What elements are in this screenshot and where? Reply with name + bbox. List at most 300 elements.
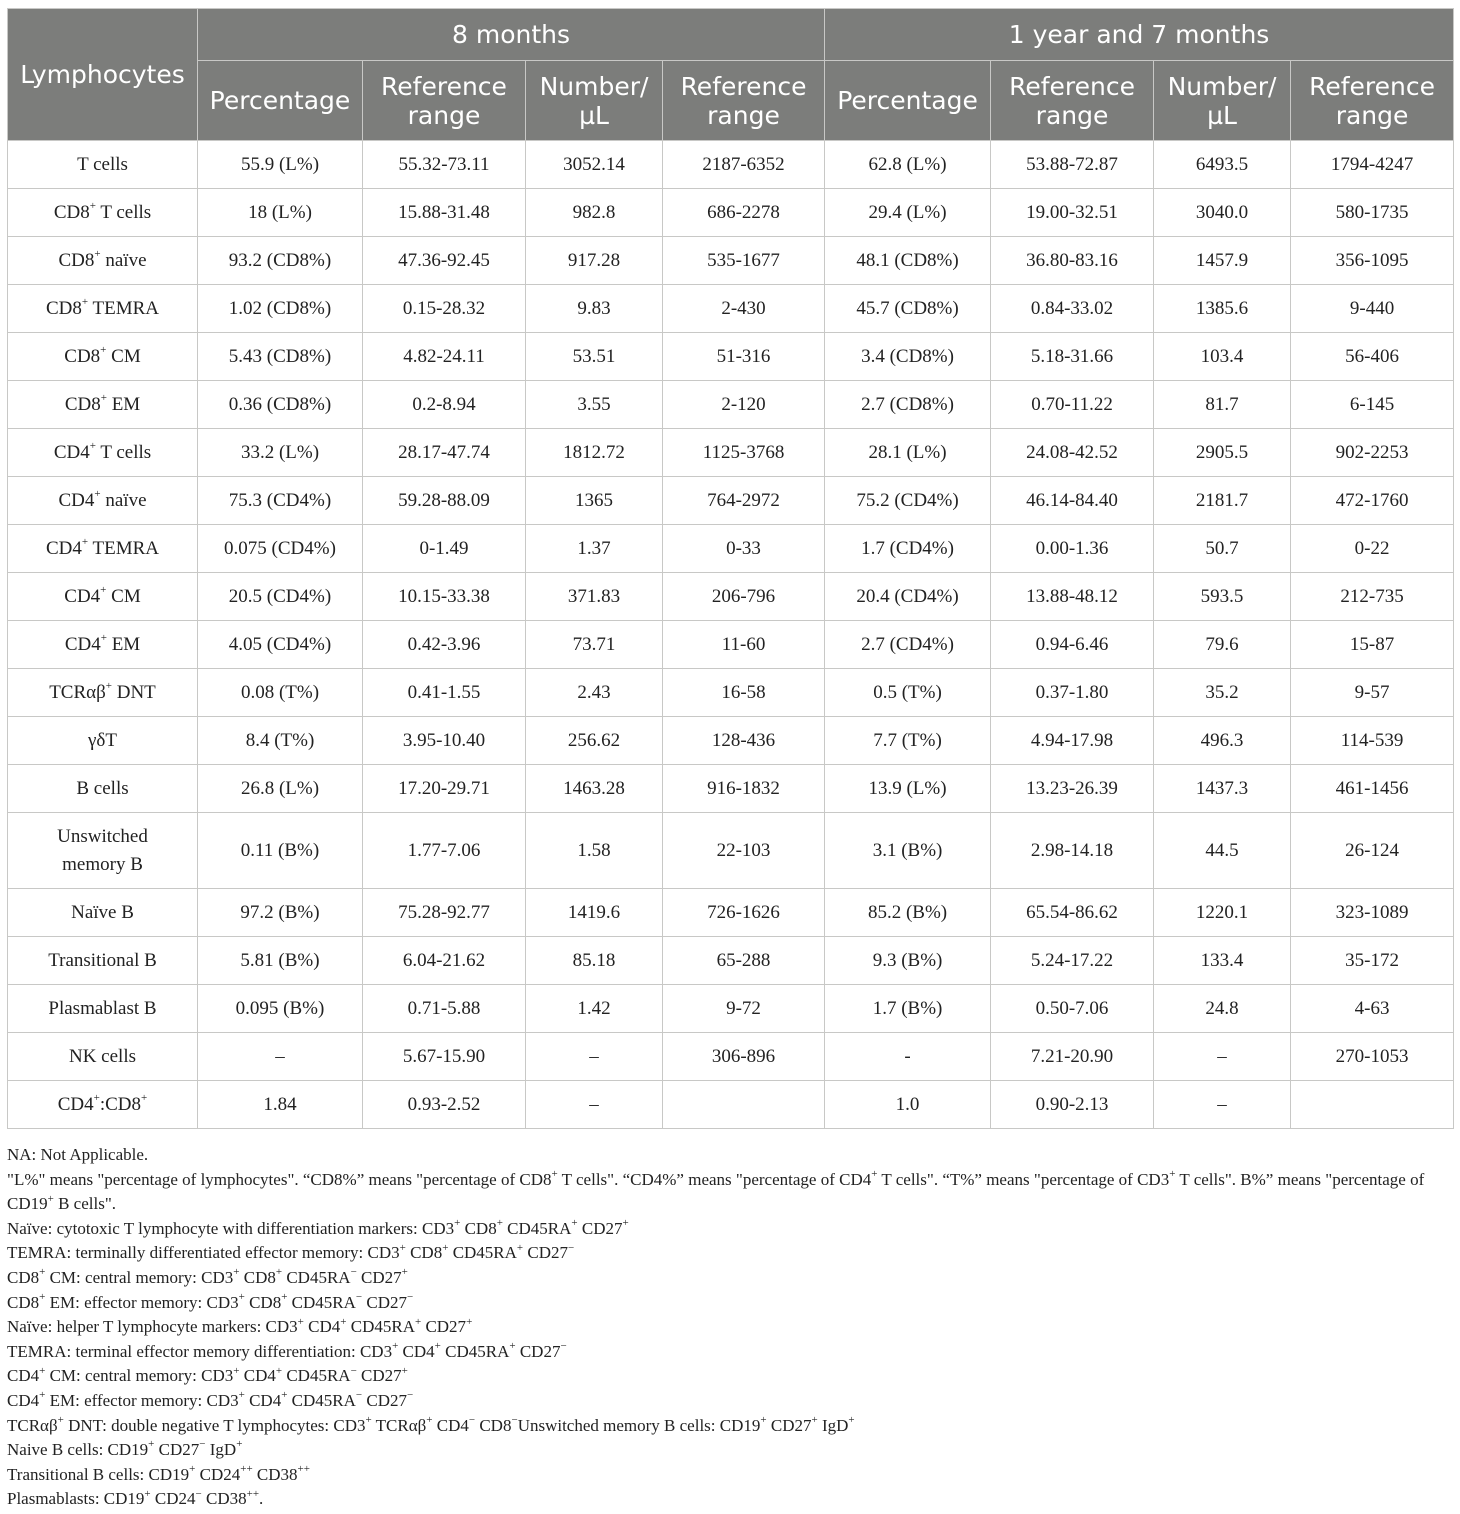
table-cell: 0.15-28.32 — [363, 285, 526, 333]
sub-header-7 — [1291, 61, 1454, 141]
table-cell: 3.1 (B%) — [825, 813, 991, 889]
sub-header-line: Reference — [1009, 71, 1135, 101]
table-cell: 1419.6 — [526, 889, 663, 937]
row-label-text: CD8 — [45, 297, 82, 319]
row-label — [8, 985, 198, 1033]
superscript: + — [392, 1340, 399, 1353]
row-label-text: TCRαβ — [49, 681, 106, 703]
superscript: + — [275, 1266, 283, 1279]
table-cell: 5.43 (CD8%) — [198, 333, 363, 381]
row-label — [8, 1081, 198, 1129]
row-label-text: CM — [106, 345, 141, 367]
footnote-text: CD27 — [515, 1341, 561, 1361]
row-label-text: NK cells — [68, 1045, 136, 1067]
row-label-text: :CD8 — [99, 1093, 142, 1115]
superscript: + — [81, 296, 89, 309]
sub-header-line: µL — [579, 100, 609, 130]
table-cell: 356-1095 — [1291, 237, 1454, 285]
row-label-text: CD4 — [58, 489, 95, 511]
table-cell: 5.18-31.66 — [991, 333, 1154, 381]
table-cell: 128-436 — [663, 717, 825, 765]
footnote-line — [7, 1266, 1453, 1291]
table-cell: 0.08 (T%) — [198, 669, 363, 717]
footnote-text: CM: central memory: CD3 — [45, 1366, 234, 1386]
table-cell: 53.88-72.87 — [991, 141, 1154, 189]
footnote-text: CD45RA — [346, 1317, 415, 1337]
table-row — [8, 1033, 1454, 1081]
footnote-text: CD45RA — [502, 1218, 572, 1238]
table-cell: 29.4 (L%) — [825, 189, 991, 237]
superscript: − — [355, 1290, 363, 1303]
table-body — [8, 141, 1454, 1129]
table-cell: 62.8 (L%) — [825, 141, 991, 189]
row-label-text: CD8 — [53, 201, 90, 223]
table-cell: 2.98-14.18 — [991, 813, 1154, 889]
sub-header-line: Reference — [680, 71, 807, 101]
table-row — [8, 765, 1454, 813]
sub-header-4 — [825, 61, 991, 141]
sub-header-line: Percentage — [209, 86, 351, 115]
sub-header-line: range — [1335, 100, 1409, 130]
table-cell: 13.23-26.39 — [991, 765, 1154, 813]
sub-header-line: Number/ — [1167, 71, 1277, 101]
table-cell: 0-33 — [663, 525, 825, 573]
row-label-text: T cells — [95, 441, 152, 463]
row-label — [8, 813, 198, 889]
table-cell: 65-288 — [663, 937, 825, 985]
table-cell: 33.2 (L%) — [198, 429, 363, 477]
row-label — [8, 621, 198, 669]
table-cell: 371.83 — [526, 573, 663, 621]
group-header-1-year-7-months: 1 year and 7 months — [825, 9, 1454, 61]
table-cell: 902-2253 — [1291, 429, 1454, 477]
table-cell: 0.90-2.13 — [991, 1081, 1154, 1129]
sub-header-line: Reference — [381, 71, 507, 101]
table-cell: 56-406 — [1291, 333, 1454, 381]
superscript: + — [281, 1389, 288, 1402]
table-cell: 270-1053 — [1291, 1033, 1454, 1081]
table-cell: 0.42-3.96 — [363, 621, 526, 669]
table-cell: 1.84 — [198, 1081, 363, 1129]
footnote-line — [7, 1340, 1453, 1365]
table-cell: 13.88-48.12 — [991, 573, 1154, 621]
row-label — [8, 141, 198, 189]
footnote-text: T cells". B%” means "percentage of CD19 — [7, 1169, 1425, 1214]
table-cell: 916-1832 — [663, 765, 825, 813]
footnote-text: CD45RA — [282, 1366, 351, 1386]
row-label-text: T cells — [77, 153, 128, 175]
superscript: − — [407, 1389, 414, 1402]
table-cell: 65.54-86.62 — [991, 889, 1154, 937]
table-row — [8, 889, 1454, 937]
footnote-text: CD45RA — [287, 1390, 356, 1410]
table-cell: 59.28-88.09 — [363, 477, 526, 525]
table-row — [8, 717, 1454, 765]
table-cell: 4.94-17.98 — [991, 717, 1154, 765]
superscript: + — [148, 1438, 155, 1451]
row-label — [8, 669, 198, 717]
table-cell: 1.58 — [526, 813, 663, 889]
footnote-text: Plasmablasts: CD19 — [7, 1489, 145, 1509]
table-cell: 3052.14 — [526, 141, 663, 189]
table-cell: 75.2 (CD4%) — [825, 477, 991, 525]
table-row — [8, 237, 1454, 285]
footnote-text: DNT: double negative T lymphocytes: CD3 — [63, 1415, 366, 1435]
table-cell: – — [1154, 1033, 1291, 1081]
footnote-text: CD4 — [7, 1366, 40, 1386]
sub-header-6 — [1154, 61, 1291, 141]
superscript: − — [355, 1389, 363, 1402]
table-cell: 256.62 — [526, 717, 663, 765]
table-cell: – — [198, 1033, 363, 1081]
superscript: − — [511, 1413, 518, 1426]
table-cell: 85.18 — [526, 937, 663, 985]
table-cell: 0.095 (B%) — [198, 985, 363, 1033]
table-cell: 593.5 — [1154, 573, 1291, 621]
table-cell: 17.20-29.71 — [363, 765, 526, 813]
table-cell: 764-2972 — [663, 477, 825, 525]
footnote-text: CD8 — [405, 1243, 443, 1263]
superscript: + — [94, 488, 101, 501]
footnote-text: EM: effector memory: CD3 — [45, 1390, 239, 1410]
footnote-text: CD45RA — [282, 1267, 351, 1287]
superscript: + — [466, 1315, 473, 1328]
table-cell: 44.5 — [1154, 813, 1291, 889]
table-cell: 15.88-31.48 — [363, 189, 526, 237]
table-cell: 8.4 (T%) — [198, 717, 363, 765]
table-cell: 20.5 (CD4%) — [198, 573, 363, 621]
superscript: + — [414, 1315, 422, 1328]
row-label — [8, 381, 198, 429]
footnote-text: "L%" means "percentage of lymphocytes". “CD8%” means "percentage of CD8 — [7, 1169, 552, 1189]
superscript: + — [57, 1413, 64, 1426]
table-cell: 22-103 — [663, 813, 825, 889]
row-label-text: TEMRA — [88, 537, 160, 559]
table-cell: 2187-6352 — [663, 141, 825, 189]
superscript: + — [871, 1167, 878, 1180]
table-cell: 0-1.49 — [363, 525, 526, 573]
table-cell: 0.84-33.02 — [991, 285, 1154, 333]
row-label — [8, 717, 198, 765]
footnote-text: CD45RA — [440, 1341, 510, 1361]
footnote-text: TEMRA: terminal effector memory differentiation: CD3 — [7, 1341, 393, 1361]
table-cell: 2-430 — [663, 285, 825, 333]
table-cell: 726-1626 — [663, 889, 825, 937]
row-label — [8, 937, 198, 985]
table-cell: 2905.5 — [1154, 429, 1291, 477]
table-cell: 7.21-20.90 — [991, 1033, 1154, 1081]
superscript: + — [100, 392, 107, 405]
sub-header-line: µL — [1207, 100, 1237, 130]
superscript: + — [622, 1217, 629, 1230]
table-cell: 5.67-15.90 — [363, 1033, 526, 1081]
table-cell: 1365 — [526, 477, 663, 525]
superscript: + — [1169, 1167, 1176, 1180]
superscript: + — [100, 632, 107, 645]
footnote-text: CD4 — [239, 1366, 276, 1386]
row-label-text: CD4 — [64, 633, 101, 655]
table-row — [8, 985, 1454, 1033]
footnote-text: IgD — [205, 1440, 237, 1460]
row-label — [8, 285, 198, 333]
superscript: + — [571, 1217, 578, 1230]
row-label — [8, 477, 198, 525]
table-cell: 9.3 (B%) — [825, 937, 991, 985]
table-cell: 4.05 (CD4%) — [198, 621, 363, 669]
footnote-text: CM: central memory: CD3 — [45, 1267, 234, 1287]
table-row — [8, 285, 1454, 333]
footnote-text: CD24 — [150, 1489, 196, 1509]
superscript: − — [350, 1364, 357, 1377]
superscript: + — [47, 1192, 54, 1205]
table-cell: 75.28-92.77 — [363, 889, 526, 937]
footnote-text: CD27 — [523, 1243, 569, 1263]
row-label-text: γδT — [88, 729, 117, 751]
footnote-text: NA: Not Applicable. — [7, 1145, 149, 1164]
row-label — [8, 1033, 198, 1081]
superscript: + — [105, 680, 112, 693]
superscript: + — [454, 1217, 461, 1230]
footnote-text: CD45RA — [287, 1292, 356, 1312]
superscript: + — [365, 1413, 372, 1426]
table-cell: 0.94-6.46 — [991, 621, 1154, 669]
table-cell: 79.6 — [1154, 621, 1291, 669]
superscript: + — [401, 1266, 408, 1279]
superscript: + — [811, 1413, 818, 1426]
table-cell: 580-1735 — [1291, 189, 1454, 237]
row-label-text: EM — [106, 633, 141, 655]
row-label-text: CD4 — [57, 1093, 94, 1115]
superscript: + — [297, 1315, 304, 1328]
table-cell: 0.71-5.88 — [363, 985, 526, 1033]
table-cell: 16-58 — [663, 669, 825, 717]
table-row — [8, 1081, 1454, 1129]
footnote-text: CD27 — [356, 1366, 402, 1386]
table-cell: 48.1 (CD8%) — [825, 237, 991, 285]
table-cell: 461-1456 — [1291, 765, 1454, 813]
table-cell: 1.0 — [825, 1081, 991, 1129]
table-cell: 75.3 (CD4%) — [198, 477, 363, 525]
table-cell: 11-60 — [663, 621, 825, 669]
table-cell: 9-440 — [1291, 285, 1454, 333]
superscript: + — [39, 1364, 46, 1377]
row-label-text: CD4 — [45, 537, 82, 559]
table-row — [8, 621, 1454, 669]
table-cell: 35.2 — [1154, 669, 1291, 717]
row-label-text: T cells — [95, 201, 152, 223]
table-cell: 4.82-24.11 — [363, 333, 526, 381]
row-label-text: Unswitched memory B — [57, 825, 148, 875]
footnote-text: CD27 — [356, 1267, 402, 1287]
table-cell: 1385.6 — [1154, 285, 1291, 333]
footnote-text: CD27 — [577, 1218, 623, 1238]
superscript: + — [848, 1413, 855, 1426]
row-label-text: naïve — [100, 489, 147, 511]
superscript: + — [233, 1266, 240, 1279]
row-label-text: CM — [106, 585, 141, 607]
footnote-text: CD27 — [154, 1440, 200, 1460]
table-cell: 1125-3768 — [663, 429, 825, 477]
sub-header-line: Reference — [1309, 71, 1435, 101]
table-cell: 0.93-2.52 — [363, 1081, 526, 1129]
footnote-line — [7, 1291, 1453, 1316]
table-cell: 20.4 (CD4%) — [825, 573, 991, 621]
table-cell: 0.075 (CD4%) — [198, 525, 363, 573]
table-cell: 51-316 — [663, 333, 825, 381]
table-cell: 1.7 (B%) — [825, 985, 991, 1033]
table-cell: 2.7 (CD4%) — [825, 621, 991, 669]
table-cell: – — [526, 1033, 663, 1081]
table-cell: 2-120 — [663, 381, 825, 429]
table-cell: 0.5 (T%) — [825, 669, 991, 717]
table-cell: 55.9 (L%) — [198, 141, 363, 189]
footnote-text: T cells". “T%” means "percentage of CD3 — [877, 1169, 1170, 1189]
footnote-text: CD24 — [195, 1464, 241, 1484]
table-cell: – — [526, 1081, 663, 1129]
footnote-text: Unswitched memory B cells: CD19 — [517, 1415, 761, 1435]
footnote-line — [7, 1463, 1453, 1488]
sub-header-5 — [991, 61, 1154, 141]
row-label-text: TEMRA — [88, 297, 160, 319]
footnote-text: Transitional B cells: CD19 — [7, 1464, 190, 1484]
footnote-line — [7, 1143, 1453, 1168]
footnote-text: CD27 — [362, 1390, 407, 1410]
footnote-text: TEMRA: terminally differentiated effector memory: CD3 — [7, 1243, 400, 1263]
table-cell: 114-539 — [1291, 717, 1454, 765]
footnote-text: CD27 — [766, 1415, 812, 1435]
sub-header-line: range — [707, 100, 780, 130]
footnote-text: CD8 — [239, 1267, 276, 1287]
row-label — [8, 573, 198, 621]
table-cell: 4-63 — [1291, 985, 1454, 1033]
table-row — [8, 937, 1454, 985]
table-cell: 0.36 (CD8%) — [198, 381, 363, 429]
table-cell: 917.28 — [526, 237, 663, 285]
row-label — [8, 333, 198, 381]
footnote-line — [7, 1217, 1453, 1242]
table-row — [8, 141, 1454, 189]
footnote-line — [7, 1168, 1453, 1217]
superscript: + — [340, 1315, 347, 1328]
superscript: + — [81, 536, 89, 549]
table-cell: 26.8 (L%) — [198, 765, 363, 813]
table-row — [8, 429, 1454, 477]
superscript: + — [760, 1413, 767, 1426]
superscript: + — [100, 344, 107, 357]
table-cell — [663, 1081, 825, 1129]
table-row — [8, 669, 1454, 717]
table-cell: 472-1760 — [1291, 477, 1454, 525]
table-cell: 133.4 — [1154, 937, 1291, 985]
table-row — [8, 477, 1454, 525]
superscript: − — [199, 1438, 206, 1451]
table-cell: 1437.3 — [1154, 765, 1291, 813]
superscript: − — [407, 1290, 414, 1303]
superscript: − — [195, 1487, 202, 1500]
table-cell: 5.24-17.22 — [991, 937, 1154, 985]
lymphocyte-table — [7, 8, 1454, 1129]
table-cell: 7.7 (T%) — [825, 717, 991, 765]
footnote-text: CD4 — [398, 1341, 435, 1361]
superscript: + — [189, 1463, 196, 1476]
superscript: + — [236, 1438, 243, 1451]
superscript: + — [39, 1266, 46, 1279]
table-cell: 3.4 (CD8%) — [825, 333, 991, 381]
row-label-text: B cells — [76, 777, 129, 799]
footnote-line — [7, 1487, 1453, 1512]
table-cell: 10.15-33.38 — [363, 573, 526, 621]
table-cell: 306-896 — [663, 1033, 825, 1081]
table-cell: 1.77-7.06 — [363, 813, 526, 889]
sub-header-3 — [663, 61, 825, 141]
superscript: + — [238, 1389, 245, 1402]
table-cell: 28.17-47.74 — [363, 429, 526, 477]
superscript: + — [89, 440, 96, 453]
table-cell: 24.08-42.52 — [991, 429, 1154, 477]
footnote-text: CD27 — [362, 1292, 407, 1312]
table-cell: 535-1677 — [663, 237, 825, 285]
sub-header-1 — [363, 61, 526, 141]
superscript: + — [281, 1290, 288, 1303]
footnote-text: CD27 — [421, 1317, 467, 1337]
table-cell: 1463.28 — [526, 765, 663, 813]
table-cell: 85.2 (B%) — [825, 889, 991, 937]
row-label-text: Transitional B — [48, 949, 157, 971]
row-label — [8, 765, 198, 813]
table-cell: 0.2-8.94 — [363, 381, 526, 429]
footnote-text: CD45RA — [448, 1243, 517, 1263]
superscript: + — [426, 1413, 433, 1426]
row-label — [8, 237, 198, 285]
footnote-text: Naive B cells: CD19 — [7, 1440, 149, 1460]
table-cell: 73.71 — [526, 621, 663, 669]
table-cell: 496.3 — [1154, 717, 1291, 765]
superscript: − — [468, 1413, 476, 1426]
table-cell: 13.9 (L%) — [825, 765, 991, 813]
footnote-text: Naïve: cytotoxic T lymphocyte with differentiation markers: CD3 — [7, 1218, 455, 1238]
footnote-text: Naïve: helper T lymphocyte markers: CD3 — [7, 1317, 298, 1337]
table-cell: 982.8 — [526, 189, 663, 237]
superscript: + — [89, 200, 96, 213]
table-cell: 9-57 — [1291, 669, 1454, 717]
table-cell: 93.2 (CD8%) — [198, 237, 363, 285]
superscript: ++ — [240, 1463, 253, 1476]
table-cell: 53.51 — [526, 333, 663, 381]
superscript: + — [39, 1389, 46, 1402]
superscript: + — [442, 1241, 449, 1254]
table-row — [8, 189, 1454, 237]
superscript: + — [401, 1364, 408, 1377]
footnote-line — [7, 1438, 1453, 1463]
table-cell: 0.70-11.22 — [991, 381, 1154, 429]
table-footnotes — [7, 1143, 1453, 1512]
sub-header-line: range — [1035, 100, 1109, 130]
footnote-text: CD8 — [7, 1292, 40, 1312]
footnote-text: CD8 — [460, 1218, 497, 1238]
table-cell: – — [1154, 1081, 1291, 1129]
row-label-text: Naïve B — [71, 901, 134, 923]
footnote-text: CD4 — [7, 1390, 40, 1410]
table-cell: 3.55 — [526, 381, 663, 429]
table-cell: 1220.1 — [1154, 889, 1291, 937]
footnote-text: TCRαβ — [371, 1415, 427, 1435]
superscript: − — [560, 1340, 567, 1353]
superscript: ++ — [246, 1487, 260, 1500]
footnote-text: CD4 — [244, 1390, 282, 1410]
row-label-text: CD4 — [64, 585, 101, 607]
table-cell: 212-735 — [1291, 573, 1454, 621]
table-row — [8, 525, 1454, 573]
